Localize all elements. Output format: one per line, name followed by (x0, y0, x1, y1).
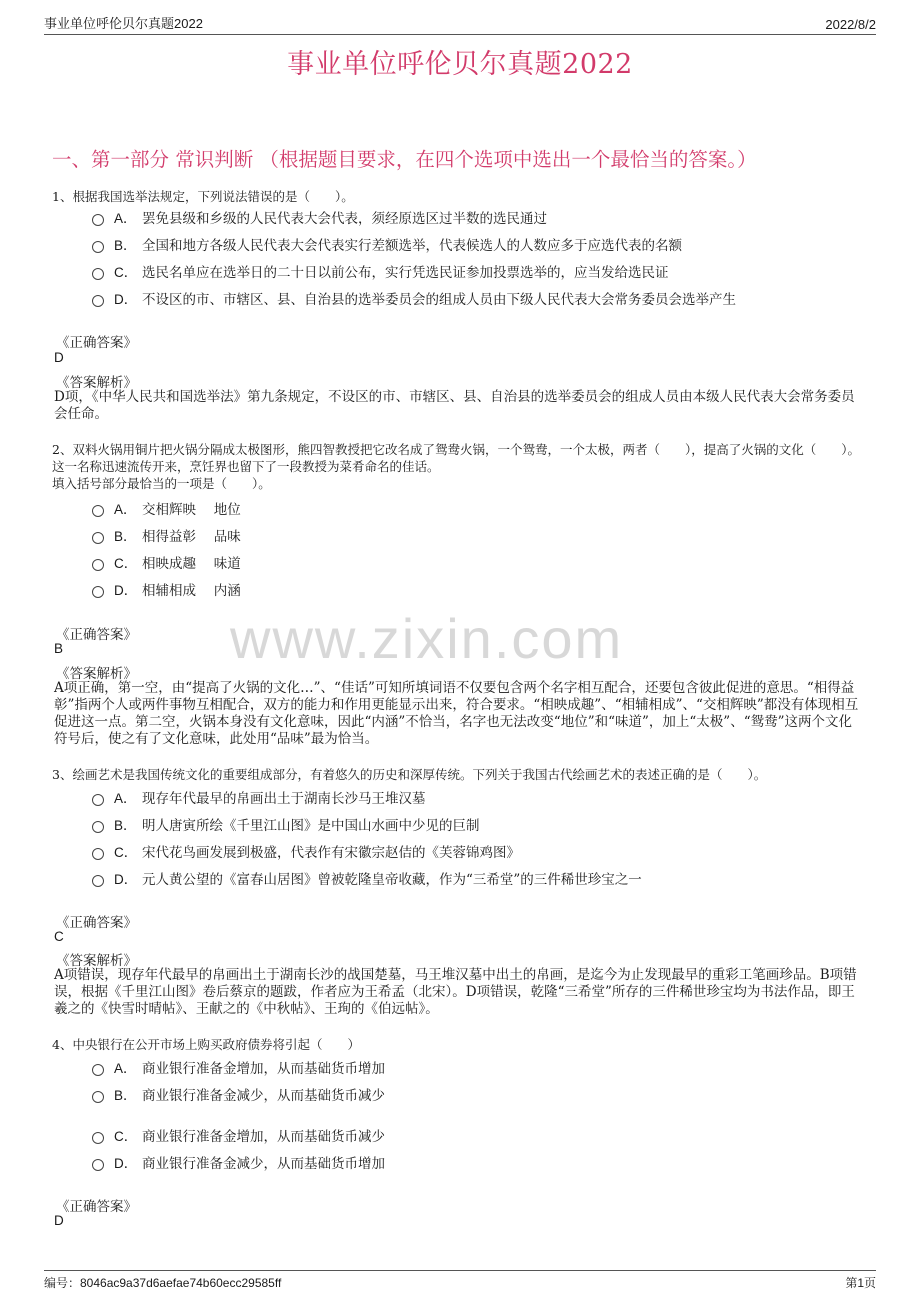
option-letter: D． (114, 583, 138, 598)
option-letter: D． (114, 872, 138, 887)
option-letter: B． (114, 1088, 137, 1103)
correct-answer-label: 《正确答案》 (56, 1199, 137, 1215)
option-text: 明人唐寅所绘《千里江山图》是中国山水画中少见的巨制 (142, 818, 480, 834)
question-3 (52, 766, 860, 783)
header-date: 2022/8/2 (825, 17, 876, 32)
option-4d[interactable] (92, 1152, 385, 1172)
radio-icon[interactable] (92, 586, 104, 598)
radio-icon[interactable] (92, 505, 104, 517)
radio-icon[interactable] (92, 875, 104, 887)
option-letter: C． (114, 556, 138, 571)
option-text: 商业银行准备金增加，从而基础货币增加 (142, 1061, 385, 1077)
radio-icon[interactable] (92, 532, 104, 544)
option-text: 相辅相成 内涵 (142, 583, 241, 599)
option-letter: D． (114, 1156, 138, 1171)
option-4a[interactable] (92, 1057, 385, 1077)
option-1b[interactable] (92, 234, 682, 254)
option-3a[interactable] (92, 787, 426, 807)
option-text: 商业银行准备金增加，从而基础货币减少 (142, 1129, 385, 1145)
option-letter: A． (114, 1061, 137, 1076)
analysis-label: 《答案解析》 (56, 666, 137, 682)
option-3d[interactable] (92, 868, 642, 888)
option-text: 交相辉映 地位 (142, 502, 241, 518)
option-letter: B． (114, 238, 137, 253)
option-letter: B． (114, 818, 137, 833)
correct-answer-label: 《正确答案》 (56, 627, 137, 643)
question-stem: 3、绘画艺术是我国传统文化的重要组成部分，有着悠久的历史和深厚传统。下列关于我国古代绘画艺术的表述正确的是（ ）。 (52, 767, 767, 782)
radio-icon[interactable] (92, 268, 104, 280)
analysis-text: A项错误，现存年代最早的帛画出土于湖南长沙的战国楚墓，马王堆汉墓中出土的帛画，是迄今为止发现最早的重彩工笔画珍品。B项错误，根据《千里江山图》卷后蔡京的题跋，作者应为王希孟（北宋）。D项错误，乾隆“三希堂”所存的三件稀世珍宝均为书法作品，即王羲之的《快雪时晴帖》、王献之的《中秋帖》、王珣的《伯远帖》。 (54, 967, 857, 1017)
option-text: 选民名单应在选举日的二十日以前公布，实行凭选民证参加投票选举的，应当发给选民证 (142, 265, 669, 281)
option-letter: A． (114, 502, 137, 517)
question-4 (52, 1036, 860, 1053)
question-stem: 2、双料火锅用铜片把火锅分隔成太极图形，熊四智教授把它改名成了鸳鸯火锅，一个鸳鸯，一个太极，两者（ ），提高了火锅的文化（ ）。这一名称迅速流传开来，烹饪界也留下了一段教授为菜肴命名的佳话。 (52, 442, 860, 474)
radio-icon[interactable] (92, 1132, 104, 1144)
option-1c[interactable] (92, 261, 669, 281)
radio-icon[interactable] (92, 295, 104, 307)
option-text: 全国和地方各级人民代表大会代表实行差额选举，代表候选人的人数应多于应选代表的名额 (142, 238, 682, 254)
question-stem: 1、根据我国选举法规定，下列说法错误的是（ ）。 (52, 189, 354, 204)
radio-icon[interactable] (92, 241, 104, 253)
analysis-text: D项，《中华人民共和国选举法》第九条规定，不设区的市、市辖区、县、自治县的选举委员会的组成人员由本级人民代表大会常务委员会任命。 (54, 389, 855, 422)
radio-icon[interactable] (92, 1091, 104, 1103)
option-2a[interactable] (92, 498, 241, 518)
option-text: 不设区的市、市辖区、县、自治县的选举委员会的组成人员由下级人民代表大会常务委员会选举产生 (142, 292, 736, 308)
option-letter: C． (114, 265, 138, 280)
correct-answer-value: D (54, 1213, 64, 1228)
option-3c[interactable] (92, 841, 520, 861)
correct-answer-label: 《正确答案》 (56, 335, 137, 351)
option-text: 相映成趣 味道 (142, 556, 241, 572)
radio-icon[interactable] (92, 214, 104, 226)
analysis-label: 《答案解析》 (56, 375, 137, 391)
radio-icon[interactable] (92, 821, 104, 833)
option-letter: D． (114, 292, 138, 307)
analysis-label: 《答案解析》 (56, 953, 137, 969)
page-number: 第1页 (845, 1276, 876, 1290)
option-1a[interactable] (92, 207, 547, 227)
document-id: 编号：8046ac9a37d6aefae74b60ecc29585ff (44, 1276, 282, 1290)
option-letter: A． (114, 791, 137, 806)
option-letter: B． (114, 529, 137, 544)
correct-answer-value: D (54, 350, 64, 365)
radio-icon[interactable] (92, 848, 104, 860)
option-letter: C． (114, 1129, 138, 1144)
option-text: 相得益彰 品味 (142, 529, 241, 545)
question-2 (52, 441, 860, 492)
analysis-text: A项正确，第一空，由“提高了火锅的文化…”、“佳话”可知所填词语不仅要包含两个名字相互配合，还要包含彼此促进的意思。“相得益彰”指两个人或两件事物互相配合，双方的能力和作用更能显示出来，符合要求。“相映成趣”、“相辅相成”、“交相辉映”都没有体现相互促进这一点。第二空，火锅本身没有文化意味，因此“内涵”不恰当，名字也无法改变“地位”和“味道”，加上“太极”、“鸳鸯”这两个文化符号后，使之有了文化意味，此处用“品味”最为恰当。 (54, 680, 859, 747)
option-text: 现存年代最早的帛画出土于湖南长沙马王堆汉墓 (142, 791, 426, 807)
option-text: 元人黄公望的《富春山居图》曾被乾隆皇帝收藏，作为“三希堂”的三件稀世珍宝之一 (142, 872, 642, 888)
option-2c[interactable] (92, 552, 241, 572)
question-1 (52, 188, 860, 205)
option-letter: A． (114, 211, 137, 226)
question-stem: 4、中央银行在公开市场上购买政府债券将引起（ ） (52, 1037, 360, 1052)
radio-icon[interactable] (92, 794, 104, 806)
option-3b[interactable] (92, 814, 480, 834)
section-title: 一、第一部分 常识判断 （根据题目要求，在四个选项中选出一个最恰当的答案。） (52, 148, 757, 171)
correct-answer-value: B (54, 641, 64, 656)
radio-icon[interactable] (92, 1159, 104, 1171)
header-doc-name: 事业单位呼伦贝尔真题2022 (44, 16, 203, 31)
question-prompt: 填入括号部分最恰当的一项是（ ）。 (52, 476, 271, 491)
document-title: 事业单位呼伦贝尔真题2022 (287, 49, 633, 80)
option-4c[interactable] (92, 1125, 385, 1145)
option-1d[interactable] (92, 288, 736, 308)
correct-answer-label: 《正确答案》 (56, 915, 137, 931)
option-2b[interactable] (92, 525, 241, 545)
option-text: 宋代花鸟画发展到极盛，代表作有宋徽宗赵佶的《芙蓉锦鸡图》 (142, 845, 520, 861)
option-letter: C． (114, 845, 138, 860)
correct-answer-value: C (54, 929, 64, 944)
page-footer (44, 1270, 876, 1291)
option-text: 罢免县级和乡级的人民代表大会代表，须经原选区过半数的选民通过 (142, 211, 547, 227)
option-text: 商业银行准备金减少，从而基础货币减少 (142, 1088, 385, 1104)
page-header (44, 10, 876, 35)
option-4b[interactable] (92, 1084, 385, 1104)
option-text: 商业银行准备金减少，从而基础货币增加 (142, 1156, 385, 1172)
watermark: www.zixin.com (230, 607, 624, 670)
option-2d[interactable] (92, 579, 241, 599)
radio-icon[interactable] (92, 559, 104, 571)
radio-icon[interactable] (92, 1064, 104, 1076)
